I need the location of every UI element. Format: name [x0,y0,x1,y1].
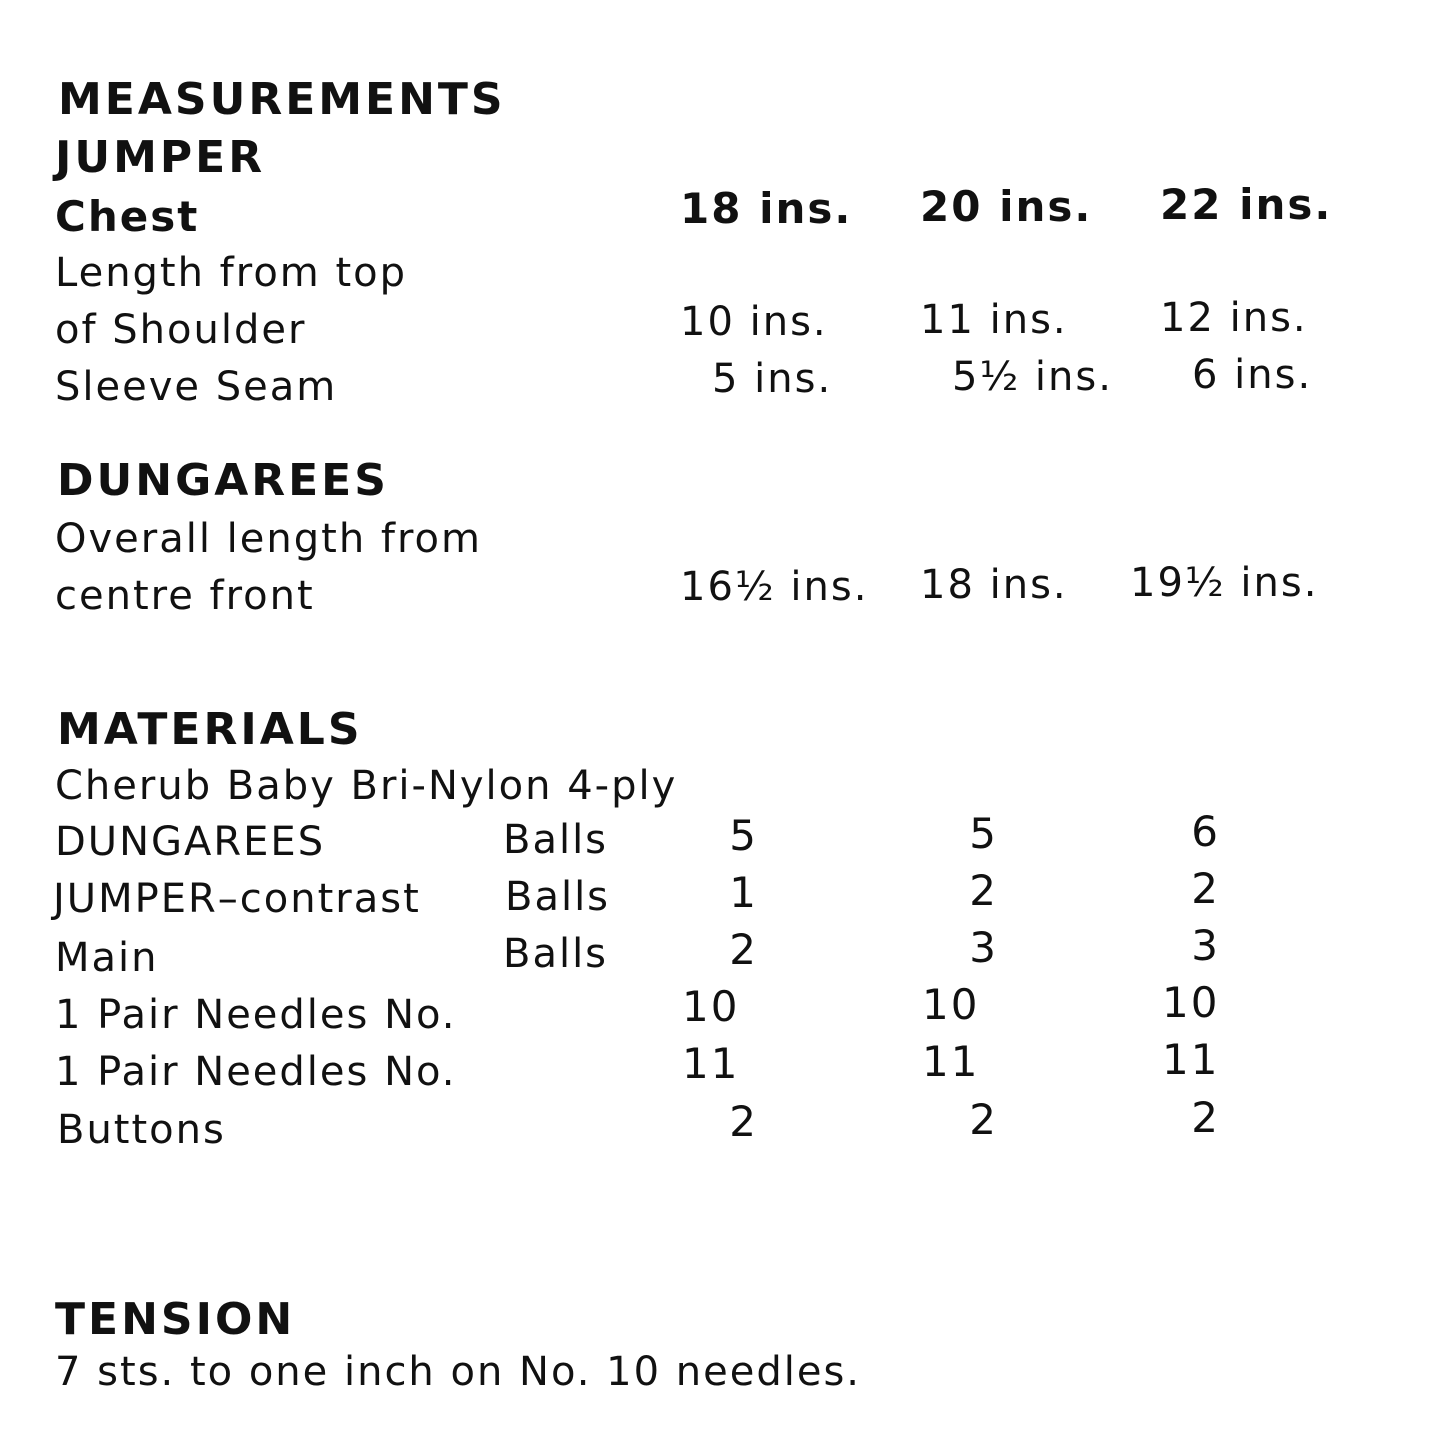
material-label-needles-10: 1 Pair Needles No. [55,992,457,1038]
material-label-jumper-contrast: JUMPER–contrast [53,876,421,922]
material-value-main-1: 2 [729,925,758,974]
material-value-buttons-2: 2 [969,1095,998,1144]
measurements-heading: MEASUREMENTS [58,74,506,125]
tension-text: 7 sts. to one inch on No. 10 needles. [55,1349,862,1395]
material-value-dungarees-3: 6 [1191,807,1220,856]
length-value-3: 12 ins. [1160,295,1308,341]
material-value-dungarees-1: 5 [729,811,758,860]
material-value-buttons-3: 2 [1191,1093,1220,1142]
material-label-needles-11: 1 Pair Needles No. [55,1049,457,1095]
length-value-2: 11 ins. [920,297,1068,343]
length-label-line2: of Shoulder [55,307,307,353]
material-unit-main: Balls [503,931,609,977]
material-value-buttons-1: 2 [729,1097,758,1146]
chest-size-3: 22 ins. [1160,180,1333,229]
material-unit-dungarees: Balls [503,817,609,863]
material-value-main-3: 3 [1191,921,1220,970]
sleeve-value-3: 6 ins. [1192,352,1313,398]
dungarees-heading: DUNGAREES [57,455,389,506]
materials-heading: MATERIALS [57,704,363,755]
material-label-dungarees: DUNGAREES [55,819,326,865]
length-value-1: 10 ins. [680,299,828,345]
material-value-jumper-contrast-2: 2 [969,866,998,915]
overall-value-2: 18 ins. [920,562,1068,608]
yarn-name: Cherub Baby Bri-Nylon 4-ply [55,763,678,809]
material-label-main: Main [55,935,159,981]
material-value-needles-11-2: 11 [922,1037,980,1086]
material-value-jumper-contrast-3: 2 [1191,864,1220,913]
material-value-jumper-contrast-1: 1 [729,868,758,917]
material-value-needles-11-3: 11 [1162,1035,1220,1084]
material-value-needles-10-2: 10 [922,980,980,1029]
chest-size-2: 20 ins. [920,182,1093,231]
chest-size-1: 18 ins. [680,184,853,233]
sleeve-value-1: 5 ins. [712,356,833,402]
material-value-needles-10-3: 10 [1162,978,1220,1027]
material-value-dungarees-2: 5 [969,809,998,858]
material-value-needles-11-1: 11 [682,1039,740,1088]
jumper-heading: JUMPER [55,132,266,183]
overall-value-1: 16½ ins. [680,564,869,610]
tension-heading: TENSION [55,1294,296,1345]
length-label-line1: Length from top [55,250,408,296]
overall-label-line2: centre front [55,573,315,619]
sleeve-value-2: 5½ ins. [952,354,1113,400]
material-unit-jumper-contrast: Balls [505,874,611,920]
overall-value-3: 19½ ins. [1130,560,1319,606]
material-value-main-2: 3 [969,923,998,972]
material-value-needles-10-1: 10 [682,982,740,1031]
overall-label-line1: Overall length from [55,516,482,562]
chest-label: Chest [55,192,200,241]
sleeve-label: Sleeve Seam [55,364,338,410]
material-label-buttons: Buttons [57,1107,226,1153]
